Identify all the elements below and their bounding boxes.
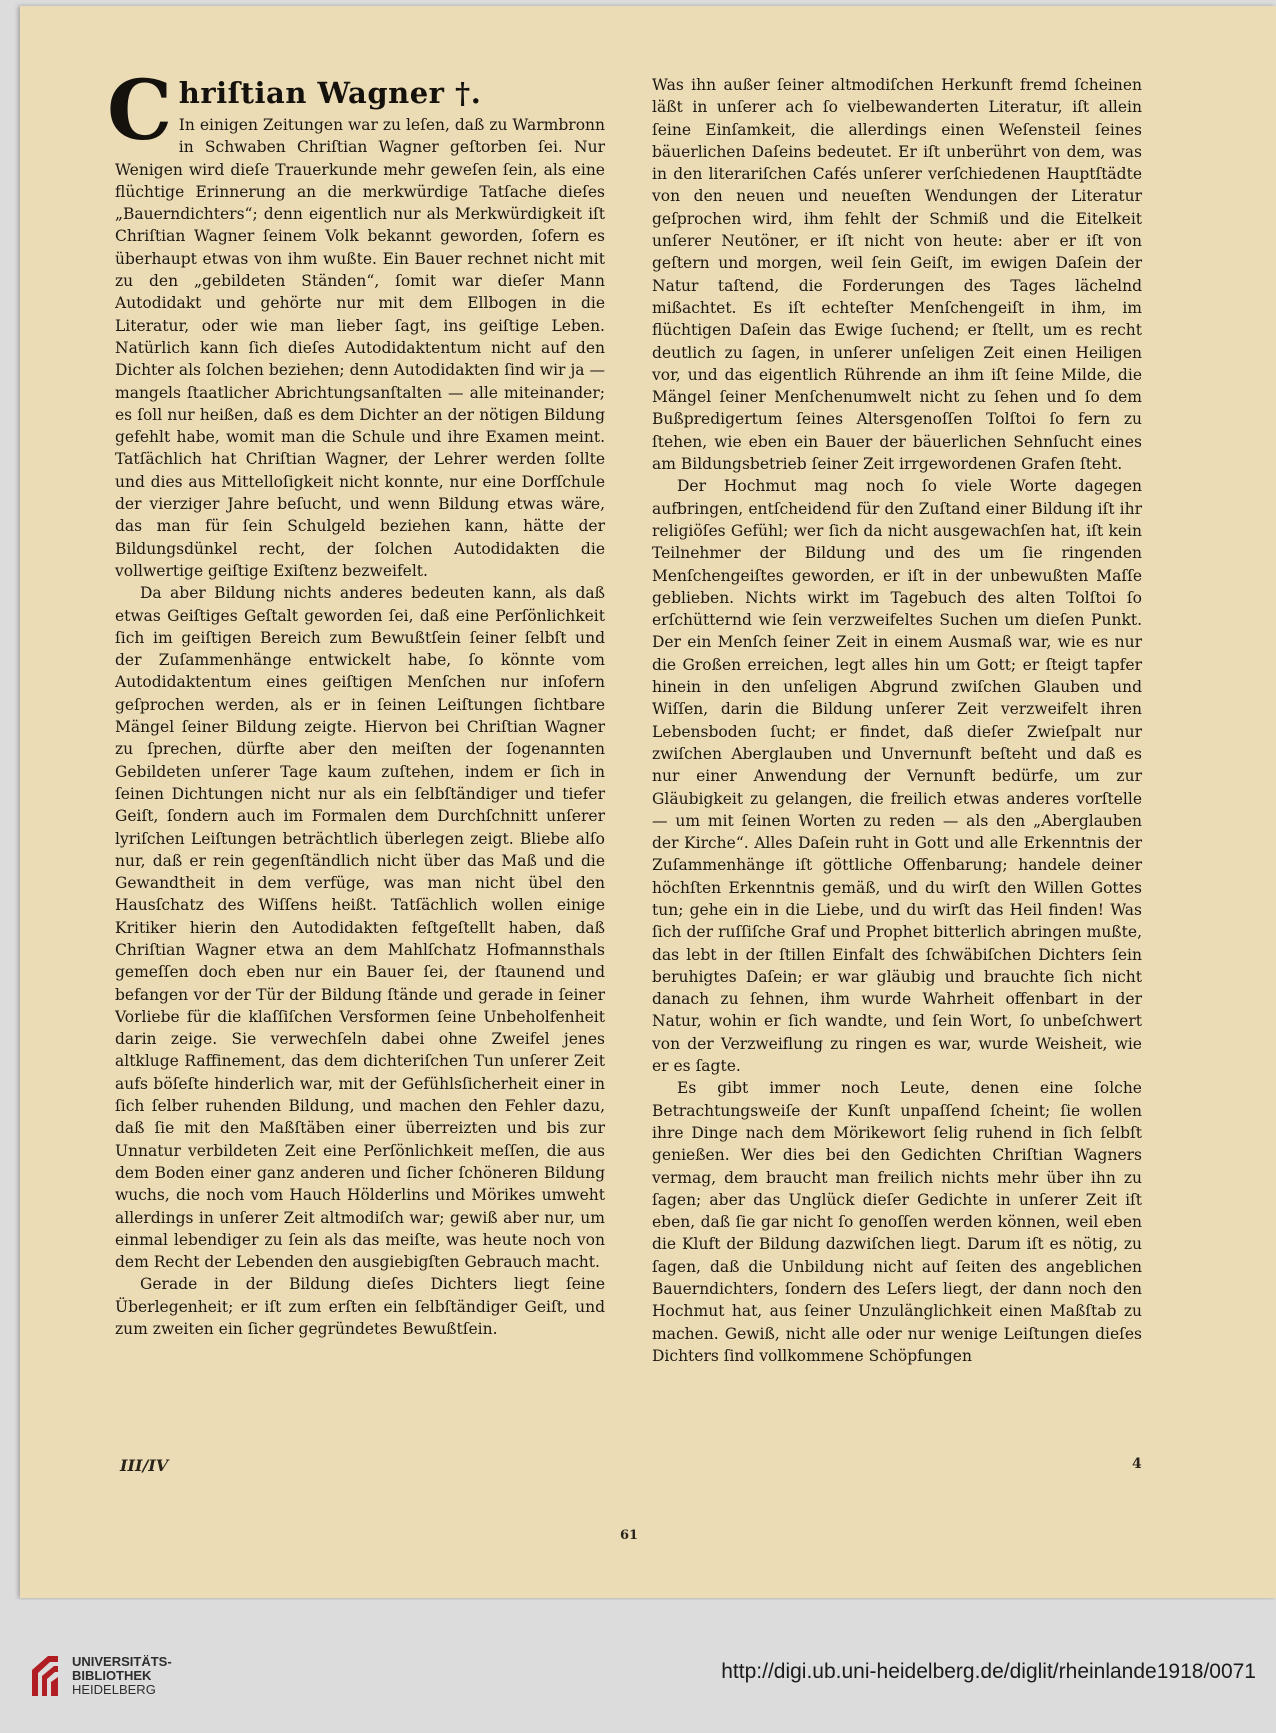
left-column xyxy=(107,63,605,1340)
paragraph: Es gibt immer noch Leute, denen eine ſolche Betrachtungsweiſe der Kunſt unpaſſend ſcheint; ſie wollen ihre Dinge nach dem Mörikewort ſelig ruhend in ſich ſelbſt genießen. Wer dies bei den Gedichten Chriſtian Wagners vermag, dem braucht man freilich nichts mehr über ihn zu ſagen; aber das Unglück dieſer Gedichte in unſerer Zeit iſt eben, daß ſie gar nicht ſo genoſſen werden können, weil eben die Kluft der Bildung dazwiſchen liegt. Darum iſt es nötig, zu ſagen, daß die Unbildung nicht auf ſeiten des angeblichen Bauerndichters, ſondern des Leſers liegt, der dann noch den Hochmut hat, aus ſeiner Unzulänglichkeit einen Maßſtab zu machen. Gewiß, nicht alle oder nur wenige Leiſtungen dieſes Dichters ſind vollkommene Schöpfungen xyxy=(652,1079,1142,1365)
library-name-line: BIBLIOTHEK xyxy=(72,1668,152,1683)
library-name-line: HEIDELBERG xyxy=(72,1682,156,1697)
library-name[interactable] xyxy=(72,1655,172,1697)
paragraph: Gerade in der Bildung dieſes Dichters liegt ſeine Überlegenheit; er iſt zum erſten ein ſelbſtändiger Geiſt, und zum zweiten ein ſicher gegründetes Bewußtſein. xyxy=(115,1275,605,1339)
scanned-page xyxy=(20,6,1276,1598)
signature-mark: 4 xyxy=(1132,1456,1142,1472)
paragraph: Der Hochmut mag noch ſo viele Worte dagegen aufbringen, entſcheidend für den Zuſtand einer Bildung iſt ihr religiöſes Gefühl; wer ſich da nicht ausgewachſen hat, iſt kein Teilnehmer der Bildung und des um ſie ringenden Menſchengeiſtes geworden, er iſt in der unbewußten Maſſe geblieben. Nichts wirkt im Tagebuch des alten Tolſtoi ſo erſchütternd wie ſein verzweifeltes Suchen um dieſen Punkt. Der ein Menſch ſeiner Zeit in einem Ausmaß war, wie es nur die Großen erreichen, legt alles hin um Gott; er ſteigt tapfer hinein in den unſeligen Abgrund zwiſchen Glauben und Wiſſen, darin die Bildung unſerer Zeit verzweifelt ihren Lebensboden ſucht; er findet, daß dieſer Zwieſpalt nur zwiſchen Aberglauben und Unvernunft beſteht und daß es nur einer Anwendung der Vernunft bedürfe, um zur Gläubigkeit zu gelangen, die freilich etwas anderes vorſtelle — um mit ſeinen Worten zu reden — als den „Aberglauben der Kirche“. Alles Daſein ruht in Gott und alle Erkenntnis der Zuſammenhänge iſt göttliche Offenbarung; handele deiner höchſten Erkenntnis gemäß, und du wirſt den Willen Gottes tun; gehe ein in die Liebe, und du wirſt das Heil finden! Was ſich der ruſſiſche Graf und Prophet bitterlich abringen mußte, das lebt in der ſtillen Einfalt des ſchwäbiſchen Dichters ſein beruhigtes Daſein; er war gläubig und brauchte ſich nicht danach zu ſehnen, ihm wurde Wahrheit offenbart in der Natur, wohin er ſich wandte, und ſein Wort, ſo unbeſchwert von der Verzweiflung zu ringen es war, wurde Weisheit, wie er es ſagte. xyxy=(652,477,1142,1076)
article-heading xyxy=(107,63,605,159)
paragraph: In einigen Zeitungen war zu leſen, daß zu Warmbronn in Schwaben Chriſtian Wagner geſtorben ſei. Nur Wenigen wird dieſe Trauerkunde mehr geweſen ſein, als eine flüchtige Erinnerung an die merkwürdige Tatſache dieſes „Bauerndichters“; denn eigentlich nur als Merkwürdigkeit iſt Chriſtian Wagner ſeinem Volk bekannt geworden, ſofern es überhaupt etwas von ihm wußte. Ein Bauer rechnet nicht mit zu den „gebildeten Ständen“, ſomit war dieſer Mann Autodidakt und gehörte nur mit dem Ellbogen in die Literatur, oder wie man lieber ſagt, ins geiſtige Leben. Natürlich kann ſich dieſes Autodidaktentum nicht auf den Dichter als ſolchen beziehen; denn Autodidakten ſind wir ja — mangels ſtaatlicher Abrichtungsanſtalten — alle miteinander; es ſoll nur heißen, daß es dem Dichter an der nötigen Bildung gefehlt habe, womit man die Schule und ihre Examen meint. Tatſächlich hat Chriſtian Wagner, der Lehrer werden ſollte und dies aus Mittelloſigkeit nicht konnte, nur eine Dorfſchule der vierziger Jahre beſucht, und wenn Bildung etwas wäre, das man für ſein Schulgeld beziehen kann, hätte der Bildungsdünkel recht, der ſolchen Autodidakten die vollwertige geiſtige Exiſtenz bezweifelt. xyxy=(115,116,605,580)
source-url-link[interactable]: http://digi.ub.uni-heidelberg.de/diglit/rheinlande1918/0071 xyxy=(721,1660,1256,1683)
paragraph: Da aber Bildung nichts anderes bedeuten kann, als daß etwas Geiſtiges Geſtalt geworden ſei, daß eine Perſönlichkeit ſich im geiſtigen Bereich zum Bewußtſein ſeiner ſelbſt und der Zuſammenhänge entwickelt habe, ſo könnte vom Autodidaktentum eines geiſtigen Menſchen nur inſofern geſprochen werden, als er in ſeinen Leiſtungen ſichtbare Mängel ſeiner Bildung zeigte. Hiervon bei Chriſtian Wagner zu ſprechen, dürfte aber den meiſten der ſogenannten Gebildeten unſerer Tage kaum zuſtehen, indem er ſich in ſeinen Dichtungen nicht nur als ein ſelbſtändiger und tiefer Geiſt, ſondern auch im Formalen dem Durchſchnitt unſerer lyriſchen Leiſtungen beträchtlich überlegen zeigt. Bliebe alſo nur, daß er rein gegenſtändlich nicht über das Maß und die Gewandtheit in dem verfüge, was man nicht übel den Hausſchatz des Wiſſens heißt. Tatſächlich wollen einige Kritiker hierin den Autodidakten feſtgeſtellt haben, daß Chriſtian Wagner etwa an dem Mahlſchatz Hofmannsthals gemeſſen doch eben nur ein Bauer ſei, der ſtaunend und befangen vor der Tür der Bildung ſtände und gerade in ſeiner Vorliebe für die klaſſiſchen Versformen ſeine Unbeholfenheit darin zeige. Sie verwechſeln dabei ohne Zweifel jenes altkluge Raffinement, das dem dichteriſchen Tun unſerer Zeit aufs böſeſte hinderlich war, mit der Gefühlsſicherheit einer in ſich ſelber ruhenden Bildung, und machen den Fehler dazu, daß ſie mit den Maßſtäben einer überreizten und bis zur Unnatur verbildeten Zeit eine Perſönlichkeit meſſen, die aus dem Boden einer ganz anderen und ſicher ſchöneren Bildung wuchs, die noch vom Hauch Hölderlins und Mörikes umweht allerdings in unſerer Zeit altmodiſch war; gewiß aber nur, um einmal lebendiger zu ſein als das meiſte, was heute noch von dem Recht der Lebenden den ausgiebigſten Gebrauch macht. xyxy=(115,584,605,1272)
library-name-line: UNIVERSITÄTS- xyxy=(72,1654,172,1669)
article-title: hriſtian Wagner †. xyxy=(178,76,482,110)
page-number: 61 xyxy=(620,1528,639,1543)
paragraph: Was ihn außer ſeiner altmodiſchen Herkunft fremd ſcheinen läßt in unſerer ach ſo vielbewanderten Literatur, iſt allein ſeine Einſamkeit, die allerdings einen Weſensteil ſeines bäuerlichen Daſeins bedeutet. Er iſt unberührt von dem, was in den literariſchen Cafés unſerer verſchiedenen Hauptſtädte von den neuen und neueſten Wendungen der Literatur geſprochen wird, ihm fehlt der Schmiß und die Eitelkeit unſerer Neutöner, er iſt nicht von heute: aber er iſt von geſtern und morgen, weil ſein Geiſt, im ewigen Daſein der Natur taſtend, die Forderungen des Tages lächelnd mißachtet. Es iſt echteſter Menſchengeiſt in ihm, im flüchtigen Daſein das Ewige ſuchend; er ſtellt, um es recht deutlich zu ſagen, in unſerer unſeligen Zeit einen Heiligen vor, und das eigentlich Rührende an ihm iſt ſeine Milde, die Mängel ſeiner Menſchenumwelt nicht zu ſehen und ſo dem Bußpredigertum ſeines Altersgenoſſen Tolſtoi ſo fern zu ſtehen, wie eben ein Bauer der bäuerlichen Sehnſucht eines am Bildungsbetrieb ſeiner Zeit irrgewordenen Grafen ſteht. xyxy=(652,76,1142,474)
volume-marker: III/IV xyxy=(120,1456,169,1475)
library-banner xyxy=(0,1600,1276,1733)
university-library-logo-icon[interactable] xyxy=(28,1652,62,1698)
dropcap-letter: C xyxy=(107,63,173,159)
right-column xyxy=(652,74,1142,1367)
